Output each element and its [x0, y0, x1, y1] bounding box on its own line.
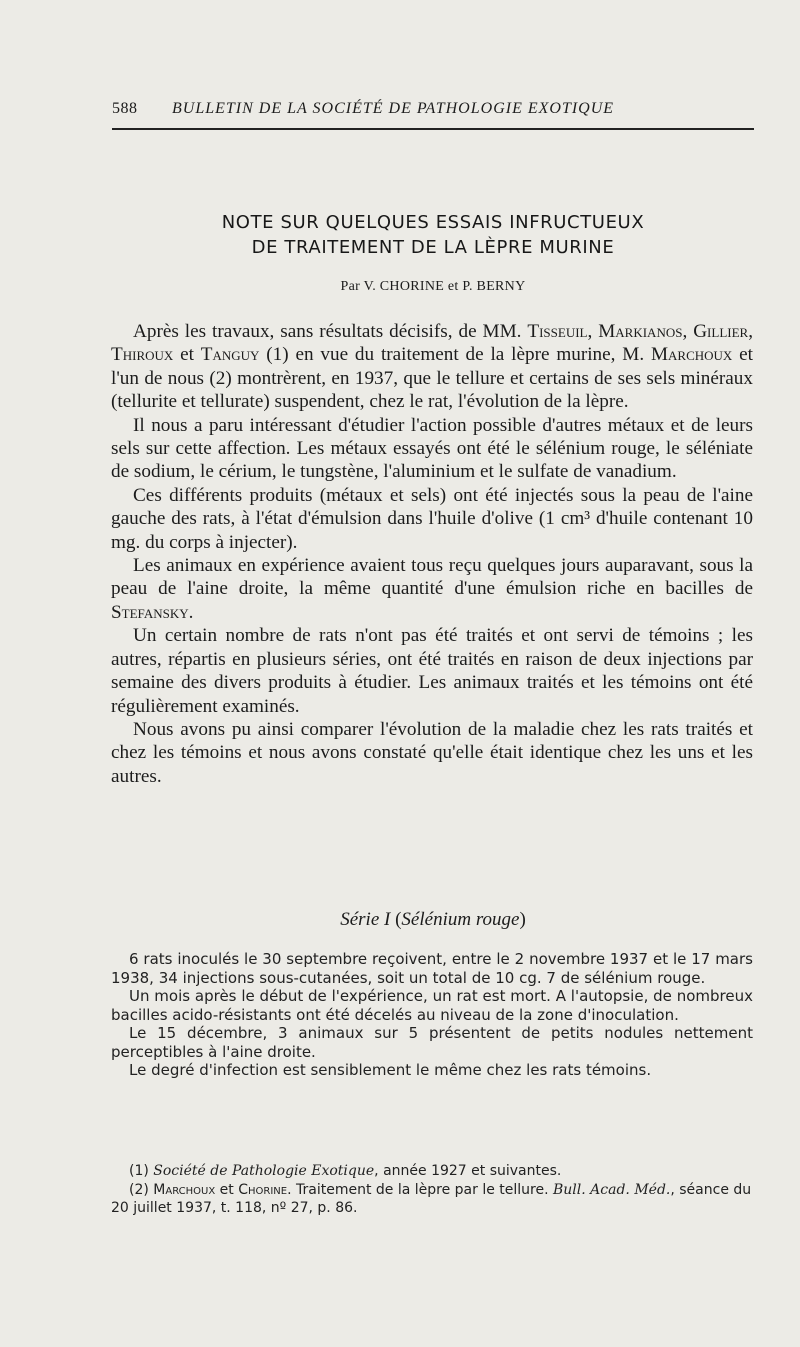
paragraph-1-text-b: , — [587, 321, 599, 342]
paragraph-4-text-a: Les animaux en expérience avaient tous reçu quelques jours auparavant, sous la peau de l'aine droite, la même quantité d'une émulsion riche en bacilles de — [111, 555, 753, 600]
footnote-1 — [111, 1162, 753, 1181]
paragraph-2: Il nous a paru intéressant d'étudier l'action possible d'autres métaux et de leurs sels sur cette affection. Les métaux essayés ont été le sélénium rouge, le séléniate de sodium, le cérium, le tungstène, l'aluminium et le sulfate de vanadium. — [111, 414, 753, 483]
footnote-2-text: . Traitement de la lèpre par le tellure. — [287, 1181, 553, 1198]
paragraph-1-text-c: , — [682, 321, 694, 342]
paragraph-1-text-e: et — [173, 344, 201, 366]
article-title — [112, 210, 754, 260]
paragraph-1-text-a: Après les travaux, sans résultats décisifs, de MM. — [133, 321, 528, 342]
author-marchoux: Marchoux — [650, 344, 733, 366]
article-byline: Par V. CHORINE et P. BERNY — [340, 279, 526, 294]
footnote-2-author-chorine: Chorine — [238, 1181, 288, 1198]
author-markianos: Markianos — [598, 321, 683, 342]
paragraph-1 — [111, 320, 753, 414]
section-title-part-c: Sélénium rouge — [401, 909, 520, 930]
footnote-1-journal: Société de Pathologie Exotique — [153, 1163, 375, 1179]
paragraph-1-text-g: et l'un de nous (2) montrèrent, en 1937, que le tellure et certains de ses sels minéraux (tellurite et tellurate) suspendent, chez le rat, l'évolution de la lèpre. — [111, 344, 753, 413]
paragraph-1-text-f: (1) en vue du traitement de la lèpre murine, M. — [259, 344, 651, 366]
author-tanguy: Tanguy — [200, 344, 260, 366]
footnote-1-rest: , année 1927 et suivantes. — [374, 1163, 562, 1179]
paragraph-4-text-b: . — [188, 601, 194, 623]
footnote-2-journal: Bull. Acad. Méd. — [553, 1181, 671, 1198]
section-title-part-a: Série I — [340, 909, 391, 930]
author-stefansky: Stefansky — [111, 601, 189, 623]
footnote-2-rest: , séance du 20 juillet 1937, t. 118, nº 27, p. 86. — [111, 1181, 752, 1216]
footnote-2-author-marchoux: Marchoux — [153, 1181, 216, 1198]
paragraph-6: Nous avons pu ainsi comparer l'évolution de la maladie chez les rats traités et chez les témoins et nous avons constaté qu'elle était identique chez les uns et les autres. — [111, 718, 753, 787]
article-title-line-2: DE TRAITEMENT DE LA LÈPRE MURINE — [251, 237, 615, 258]
serie-1-paragraph-3: Le 15 décembre, 3 animaux sur 5 présentent de petits nodules nettement perceptibles à l'aine droite. — [111, 1024, 753, 1061]
section-title-part-b: ( — [390, 909, 402, 930]
paragraph-5: Un certain nombre de rats n'ont pas été traités et ont servi de témoins ; les autres, répartis en plusieurs séries, ont été traités en raison de deux injections par semaine des divers produits à étudier. Les animaux traités et les témoins ont été régulièrement examinés. — [111, 625, 753, 717]
author-thiroux: Thiroux — [111, 344, 174, 366]
paragraph-4 — [111, 554, 753, 624]
author-gillier: Gillier — [693, 321, 749, 342]
header-rule — [112, 128, 754, 130]
paragraph-1-text-d: , — [748, 321, 753, 342]
footnote-2 — [111, 1181, 753, 1218]
article-title-line-1: NOTE SUR QUELQUES ESSAIS INFRUCTUEUX — [221, 212, 645, 233]
section-title-serie-1 — [112, 909, 754, 931]
footnotes — [111, 1162, 753, 1218]
article-body — [111, 320, 753, 788]
footnote-2-number: (2) — [129, 1181, 154, 1198]
journal-title: BULLETIN DE LA SOCIÉTÉ DE PATHOLOGIE EXOTIQUE — [172, 100, 615, 117]
serie-1-paragraph-1: 6 rats inoculés le 30 septembre reçoivent, entre le 2 novembre 1937 et le 17 mars 1938, 34 injections sous-cutanées, soit un total de 10 cg. 7 de sélénium rouge. — [111, 950, 753, 987]
page-number: 588 — [112, 100, 138, 117]
serie-1-body — [111, 950, 753, 1080]
author-tisseuil: Tisseuil — [527, 321, 588, 342]
section-title-part-d: ) — [519, 909, 526, 930]
footnote-1-number: (1) — [129, 1163, 154, 1179]
paragraph-3: Ces différents produits (métaux et sels) ont été injectés sous la peau de l'aine gauche des rats, à l'état d'émulsion dans l'huile d'olive (1 cm³ d'huile contenant 10 mg. du corps à injecter). — [111, 484, 753, 553]
serie-1-paragraph-4: Le degré d'infection est sensiblement le même chez les rats témoins. — [129, 1061, 652, 1079]
footnote-2-et: et — [215, 1181, 239, 1198]
serie-1-paragraph-2: Un mois après le début de l'expérience, un rat est mort. A l'autopsie, de nombreux bacilles acido-résistants ont été décelés au niveau de la zone d'inoculation. — [111, 987, 753, 1024]
